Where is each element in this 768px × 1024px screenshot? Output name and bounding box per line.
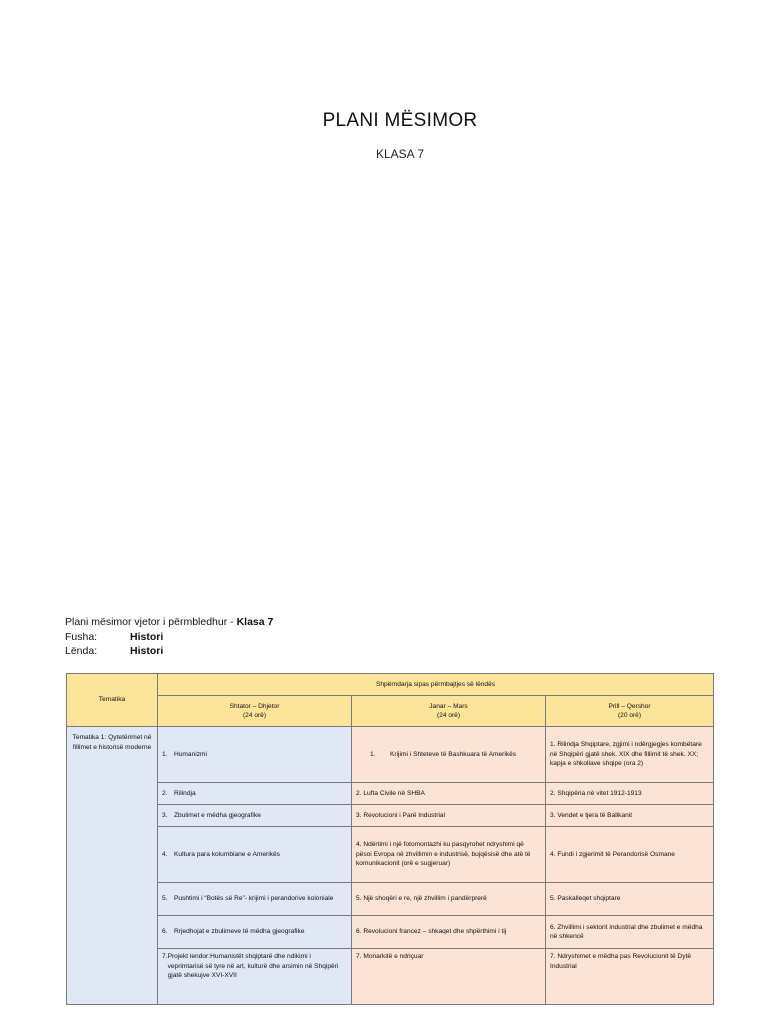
table-row [67,783,714,805]
meta-line-1 [65,615,273,630]
tematika-1-cell: Tematika 1: Qytetërimet në fillimet e historisë moderne [67,727,158,1005]
meta-line-1-class: Klasa 7 [236,616,274,628]
row-1-col-1-text: Humanizmi [174,750,207,758]
row-7-col-1-text: Projekt lendor:Humanistët shqiptarë dhe ndikimi i veprimtarisë së tyre në art, kulturë dhe arsimin në Shqipëri gjatë shekujve XVI-XVII [167,953,339,979]
row-3-col-3: 3. Vendet e tjera të Ballkanit [546,805,714,827]
distribution-header: Shpërndarja sipas përmbajtjes së lëndës [158,674,714,696]
plan-meta [65,615,273,659]
row-2-col-2: 2. Lufta Civile në SHBA [352,783,546,805]
row-5-col-1-text: Pushtimi i “Botës së Re”- krijimi i perandorive koloniale [174,895,334,903]
meta-fusha [65,630,273,645]
row-2-col-3: 2. Shqipëria në vitet 1912-1913 [546,783,714,805]
period-1 [158,696,352,727]
meta-lenda-value: Histori [130,645,164,657]
row-2-col-1 [158,783,352,805]
meta-fusha-label: Fusha: [65,630,98,643]
row-4-num: 4. [162,850,168,858]
period-2-hours: (24 orë) [436,712,461,719]
table-row [67,727,714,783]
row-7-col-2: 7. Monarkitë e ndriçuar [352,949,546,1005]
period-2-months: Janar – Mars [429,702,468,710]
meta-lenda [65,644,273,659]
row-1-col-2-text: Krijimi i Shteteve të Bashkuara të Amerikës [390,750,517,758]
row-7-num: 7. [162,953,168,960]
table-row [67,805,714,827]
table-row [67,949,714,1005]
period-1-months: Shtator – Dhjetor [229,702,280,710]
row-5-col-2: 5. Një shoqëri e re, një zhvillim i pandërprerë [352,883,546,916]
period-3 [546,696,714,727]
row-2-num: 2. [162,789,168,797]
meta-lenda-label: Lënda: [65,645,98,657]
table-row [67,883,714,916]
row-4-col-3: 4. Fundi i zgjerimit të Perandorisë Osmane [546,827,714,883]
row-6-col-2: 6. Revolucioni francez – shkaqet dhe shpërthimi i tij [352,916,546,949]
row-5-col-3: 5. Paskalleqet shqiptare [546,883,714,916]
row-4-col-2: 4. Ndërtimi i një fotomontazhi ku pasqyrohet ndryshimi që pësoi Evropa në zhvillimin e industrisë, bujqësisë dhe atë të komunikacionit (orë e sugjeruar) [352,827,546,883]
row-5-col-1 [158,883,352,916]
row-5-num: 5. [162,895,168,903]
row-7-col-3: 7. Ndryshimet e mëdha pas Revolucionit të Dytë Industrial [546,949,714,1005]
row-6-col-1 [158,916,352,949]
table-row [67,916,714,949]
tematika-header: Tematika [67,674,158,727]
period-1-hours: (24 orë) [242,712,267,719]
row-1-col-1 [158,727,352,783]
row-1-col-3: 1. Rilindja Shqiptare, zgjimi i ndërgjegjes kombëtare në Shqipëri gjatë shek. XIX dhe fillimit të shek. XX; kapja e shkollave shqipe (ora 2) [546,727,714,783]
page-subtitle: KLASA 7 [375,147,425,161]
row-3-num: 3. [162,811,168,819]
row-1-col-2 [352,727,546,783]
row-1-col-2-num: 1. [370,750,376,758]
row-4-col-1 [158,827,352,883]
period-2 [352,696,546,727]
row-2-col-1-text: Rilindja [174,789,196,797]
row-6-num: 6. [162,928,168,936]
plan-table [66,673,714,1005]
row-3-col-1-text: Zbulimet e mëdha gjeografike [174,811,261,819]
periods-row [67,696,714,727]
page-title: PLANI MËSIMOR [322,110,478,131]
row-6-col-3: 6. Zhvillimi i sektorit industrial dhe zbulimet e mëdha në shkencë [546,916,714,949]
table-row [67,827,714,883]
row-1-num: 1. [162,750,168,758]
row-7-col-1 [158,949,352,1005]
table-header-row [67,674,714,696]
row-6-col-1-text: Rrjedhojat e zbulimeve të mëdha gjeografike [174,928,305,936]
period-3-hours: (20 orë) [617,712,642,719]
meta-fusha-value: Histori [130,630,164,643]
row-3-col-2: 3. Revolucioni i Parë Industrial [352,805,546,827]
row-4-col-1-text: Kultura para kolumbiane e Amerikës [174,850,280,858]
meta-line-1-prefix: Plani mësimor vjetor i përmbledhur - [65,616,237,628]
row-3-col-1 [158,805,352,827]
period-3-months: Prill – Qershor [608,702,651,710]
